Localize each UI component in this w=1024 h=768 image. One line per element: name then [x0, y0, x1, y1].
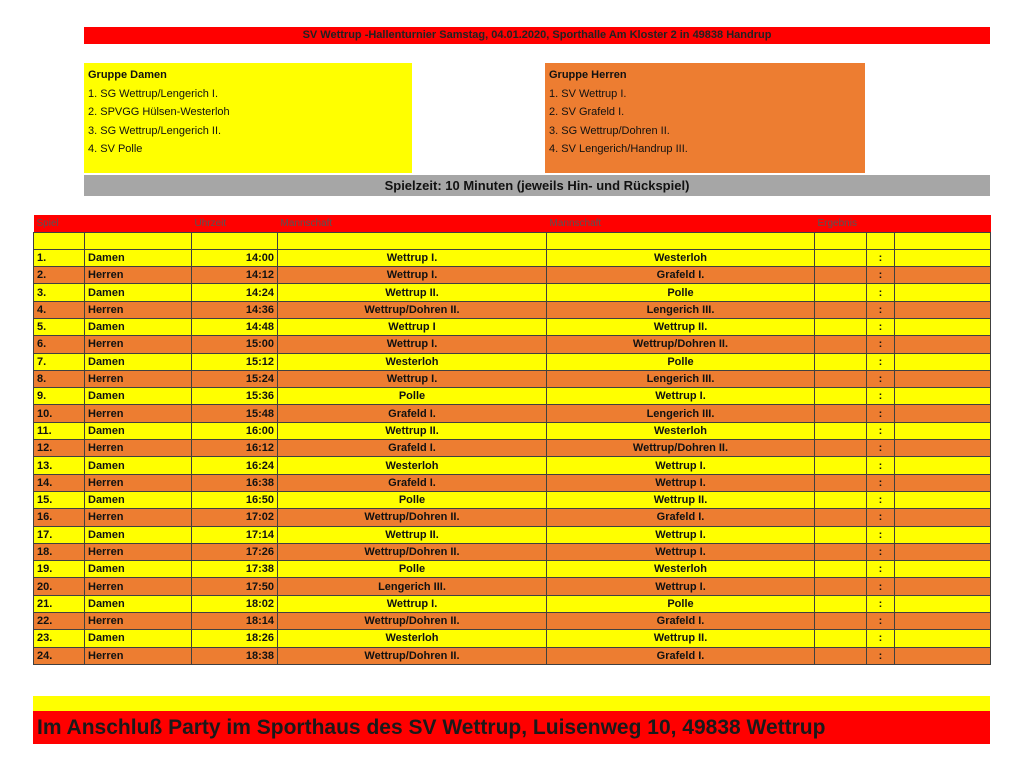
group-cell: Damen	[85, 526, 192, 543]
team2-cell: Westerloh	[547, 422, 815, 439]
table-row	[34, 370, 991, 387]
header-uhrzeit: Uhrzeit	[192, 215, 278, 232]
group-cell: Damen	[85, 388, 192, 405]
score-separator-cell: :	[867, 267, 895, 284]
time-cell: 17:50	[192, 578, 278, 595]
blank-cell	[278, 232, 547, 249]
table-row	[34, 474, 991, 491]
score-home-cell	[815, 440, 867, 457]
blank-cell	[192, 232, 278, 249]
team1-cell: Wettrup I.	[278, 336, 547, 353]
time-cell: 17:38	[192, 561, 278, 578]
game-number-cell: 11.	[34, 422, 85, 439]
team2-cell: Wettrup I.	[547, 457, 815, 474]
score-separator-cell: :	[867, 284, 895, 301]
score-home-cell	[815, 491, 867, 508]
group-cell: Damen	[85, 249, 192, 266]
group-cell: Damen	[85, 284, 192, 301]
team1-cell: Polle	[278, 561, 547, 578]
team2-cell: Grafeld I.	[547, 647, 815, 664]
score-home-cell	[815, 526, 867, 543]
game-number-cell: 15.	[34, 491, 85, 508]
score-home-cell	[815, 267, 867, 284]
team1-cell: Wettrup I	[278, 318, 547, 335]
team1-cell: Wettrup I.	[278, 249, 547, 266]
table-row	[34, 561, 991, 578]
group-cell: Herren	[85, 578, 192, 595]
score-away-cell	[895, 370, 991, 387]
score-away-cell	[895, 457, 991, 474]
game-number-cell: 9.	[34, 388, 85, 405]
score-separator-cell: :	[867, 647, 895, 664]
time-cell: 16:00	[192, 422, 278, 439]
game-number-cell: 12.	[34, 440, 85, 457]
game-number-cell: 24.	[34, 647, 85, 664]
spielzeit-banner: Spielzeit: 10 Minuten (jeweils Hin- und Rückspiel)	[84, 175, 990, 196]
header-empty	[85, 215, 192, 232]
score-away-cell	[895, 388, 991, 405]
time-cell: 18:26	[192, 630, 278, 647]
blank-cell	[895, 232, 991, 249]
team2-cell: Polle	[547, 353, 815, 370]
group-cell: Damen	[85, 422, 192, 439]
score-separator-cell: :	[867, 388, 895, 405]
table-row	[34, 318, 991, 335]
blank-row	[34, 232, 991, 249]
score-away-cell	[895, 561, 991, 578]
score-home-cell	[815, 318, 867, 335]
score-away-cell	[895, 301, 991, 318]
score-separator-cell: :	[867, 595, 895, 612]
time-cell: 18:38	[192, 647, 278, 664]
score-separator-cell: :	[867, 630, 895, 647]
game-number-cell: 14.	[34, 474, 85, 491]
team1-cell: Westerloh	[278, 630, 547, 647]
table-row	[34, 284, 991, 301]
game-number-cell: 22.	[34, 613, 85, 630]
time-cell: 15:36	[192, 388, 278, 405]
blank-cell	[85, 232, 192, 249]
team1-cell: Westerloh	[278, 353, 547, 370]
score-separator-cell: :	[867, 405, 895, 422]
score-separator-cell: :	[867, 336, 895, 353]
time-cell: 16:38	[192, 474, 278, 491]
team2-cell: Wettrup II.	[547, 318, 815, 335]
time-cell: 15:12	[192, 353, 278, 370]
score-separator-cell: :	[867, 370, 895, 387]
team2-cell: Grafeld I.	[547, 613, 815, 630]
game-number-cell: 7.	[34, 353, 85, 370]
team1-cell: Wettrup/Dohren II.	[278, 613, 547, 630]
time-cell: 17:26	[192, 543, 278, 560]
score-home-cell	[815, 370, 867, 387]
game-number-cell: 2.	[34, 267, 85, 284]
team2-cell: Wettrup II.	[547, 630, 815, 647]
score-away-cell	[895, 474, 991, 491]
game-number-cell: 1.	[34, 249, 85, 266]
table-row	[34, 647, 991, 664]
score-home-cell	[815, 561, 867, 578]
group-cell: Herren	[85, 336, 192, 353]
group-cell: Damen	[85, 491, 192, 508]
header-spiel: Spiel	[34, 215, 85, 232]
team2-cell: Polle	[547, 595, 815, 612]
score-separator-cell: :	[867, 249, 895, 266]
team2-cell: Polle	[547, 284, 815, 301]
score-away-cell	[895, 336, 991, 353]
team1-cell: Wettrup/Dohren II.	[278, 301, 547, 318]
table-row	[34, 543, 991, 560]
team2-cell: Lengerich III.	[547, 301, 815, 318]
team1-cell: Wettrup/Dohren II.	[278, 647, 547, 664]
table-row	[34, 578, 991, 595]
score-away-cell	[895, 318, 991, 335]
group-cell: Herren	[85, 509, 192, 526]
time-cell: 17:14	[192, 526, 278, 543]
footer-banner: Im Anschluß Party im Sporthaus des SV Wettrup, Luisenweg 10, 49838 Wettrup	[33, 711, 990, 744]
team1-cell: Wettrup I.	[278, 370, 547, 387]
score-home-cell	[815, 578, 867, 595]
header-mannschaft-2: Mannschaft	[547, 215, 815, 232]
team2-cell: Westerloh	[547, 561, 815, 578]
game-number-cell: 10.	[34, 405, 85, 422]
score-away-cell	[895, 543, 991, 560]
team2-cell: Wettrup/Dohren II.	[547, 440, 815, 457]
score-home-cell	[815, 405, 867, 422]
group-herren-team: 1. SV Wettrup I.	[549, 87, 627, 100]
group-cell: Herren	[85, 543, 192, 560]
score-separator-cell: :	[867, 543, 895, 560]
table-row	[34, 491, 991, 508]
team2-cell: Lengerich III.	[547, 370, 815, 387]
table-row	[34, 440, 991, 457]
group-cell: Herren	[85, 301, 192, 318]
table-row	[34, 249, 991, 266]
score-separator-cell: :	[867, 578, 895, 595]
team2-cell: Wettrup I.	[547, 578, 815, 595]
table-row	[34, 353, 991, 370]
time-cell: 14:48	[192, 318, 278, 335]
group-damen-team: 2. SPVGG Hülsen-Westerloh	[88, 106, 230, 118]
blank-cell	[547, 232, 815, 249]
team1-cell: Wettrup I.	[278, 595, 547, 612]
score-home-cell	[815, 388, 867, 405]
score-separator-cell: :	[867, 526, 895, 543]
score-home-cell	[815, 647, 867, 664]
group-cell: Herren	[85, 613, 192, 630]
table-row	[34, 526, 991, 543]
table-row	[34, 336, 991, 353]
group-herren-title: Gruppe Herren	[549, 69, 627, 81]
team1-cell: Wettrup/Dohren II.	[278, 543, 547, 560]
score-separator-cell: :	[867, 474, 895, 491]
score-separator-cell: :	[867, 318, 895, 335]
team2-cell: Wettrup/Dohren II.	[547, 336, 815, 353]
table-row	[34, 301, 991, 318]
score-away-cell	[895, 509, 991, 526]
score-home-cell	[815, 613, 867, 630]
game-number-cell: 18.	[34, 543, 85, 560]
group-cell: Damen	[85, 353, 192, 370]
team1-cell: Wettrup I.	[278, 267, 547, 284]
group-cell: Damen	[85, 318, 192, 335]
score-home-cell	[815, 284, 867, 301]
team1-cell: Grafeld I.	[278, 474, 547, 491]
page-title: SV Wettrup -Hallenturnier Samstag, 04.01.2020, Sporthalle Am Kloster 2 in 49838 Handrup	[84, 27, 990, 44]
score-home-cell	[815, 301, 867, 318]
team2-cell: Westerloh	[547, 249, 815, 266]
team2-cell: Wettrup I.	[547, 543, 815, 560]
score-away-cell	[895, 422, 991, 439]
team1-cell: Polle	[278, 491, 547, 508]
time-cell: 18:14	[192, 613, 278, 630]
team2-cell: Grafeld I.	[547, 509, 815, 526]
time-cell: 17:02	[192, 509, 278, 526]
table-header-row	[34, 215, 991, 232]
time-cell: 14:12	[192, 267, 278, 284]
score-separator-cell: :	[867, 491, 895, 508]
score-away-cell	[895, 284, 991, 301]
group-cell: Herren	[85, 647, 192, 664]
group-cell: Damen	[85, 630, 192, 647]
score-away-cell	[895, 405, 991, 422]
team1-cell: Grafeld I.	[278, 405, 547, 422]
score-away-cell	[895, 353, 991, 370]
group-cell: Herren	[85, 370, 192, 387]
score-away-cell	[895, 647, 991, 664]
game-number-cell: 16.	[34, 509, 85, 526]
group-cell: Damen	[85, 595, 192, 612]
game-number-cell: 5.	[34, 318, 85, 335]
game-number-cell: 20.	[34, 578, 85, 595]
group-cell: Herren	[85, 440, 192, 457]
table-row	[34, 267, 991, 284]
team1-cell: Lengerich III.	[278, 578, 547, 595]
time-cell: 14:00	[192, 249, 278, 266]
time-cell: 15:48	[192, 405, 278, 422]
table-row	[34, 388, 991, 405]
team1-cell: Polle	[278, 388, 547, 405]
team2-cell: Wettrup I.	[547, 474, 815, 491]
header-ergebnis: Ergebnis	[815, 215, 867, 232]
header-mannschaft-1: Mannschaft	[278, 215, 547, 232]
score-separator-cell: :	[867, 301, 895, 318]
blank-cell	[34, 232, 85, 249]
team1-cell: Wettrup/Dohren II.	[278, 509, 547, 526]
score-away-cell	[895, 613, 991, 630]
group-cell: Herren	[85, 267, 192, 284]
group-damen-team: 3. SG Wettrup/Lengerich II.	[88, 124, 222, 137]
team1-cell: Grafeld I.	[278, 440, 547, 457]
score-home-cell	[815, 630, 867, 647]
group-damen-box	[84, 63, 412, 173]
table-row	[34, 613, 991, 630]
table-row	[34, 422, 991, 439]
team2-cell: Wettrup I.	[547, 388, 815, 405]
score-away-cell	[895, 595, 991, 612]
score-home-cell	[815, 249, 867, 266]
score-away-cell	[895, 249, 991, 266]
score-separator-cell: :	[867, 509, 895, 526]
table-row	[34, 405, 991, 422]
team1-cell: Wettrup II.	[278, 284, 547, 301]
game-number-cell: 19.	[34, 561, 85, 578]
game-number-cell: 17.	[34, 526, 85, 543]
group-cell: Damen	[85, 457, 192, 474]
time-cell: 16:12	[192, 440, 278, 457]
team1-cell: Westerloh	[278, 457, 547, 474]
team2-cell: Lengerich III.	[547, 405, 815, 422]
group-herren-team: 3. SG Wettrup/Dohren II.	[549, 124, 670, 137]
game-number-cell: 3.	[34, 284, 85, 301]
score-away-cell	[895, 578, 991, 595]
score-away-cell	[895, 491, 991, 508]
team2-cell: Grafeld I.	[547, 267, 815, 284]
score-away-cell	[895, 630, 991, 647]
game-number-cell: 8.	[34, 370, 85, 387]
score-home-cell	[815, 353, 867, 370]
score-separator-cell: :	[867, 613, 895, 630]
team2-cell: Wettrup II.	[547, 491, 815, 508]
schedule-table	[33, 215, 991, 665]
team1-cell: Wettrup II.	[278, 422, 547, 439]
score-home-cell	[815, 595, 867, 612]
score-home-cell	[815, 457, 867, 474]
score-separator-cell: :	[867, 457, 895, 474]
table-row	[34, 595, 991, 612]
time-cell: 18:02	[192, 595, 278, 612]
time-cell: 14:36	[192, 301, 278, 318]
score-separator-cell: :	[867, 561, 895, 578]
time-cell: 16:24	[192, 457, 278, 474]
group-herren-team: 4. SV Lengerich/Handrup III.	[549, 143, 688, 155]
score-away-cell	[895, 267, 991, 284]
group-cell: Damen	[85, 561, 192, 578]
score-home-cell	[815, 543, 867, 560]
game-number-cell: 23.	[34, 630, 85, 647]
group-cell: Herren	[85, 474, 192, 491]
blank-cell	[867, 232, 895, 249]
team1-cell: Wettrup II.	[278, 526, 547, 543]
game-number-cell: 21.	[34, 595, 85, 612]
table-row	[34, 630, 991, 647]
score-separator-cell: :	[867, 353, 895, 370]
score-home-cell	[815, 422, 867, 439]
score-home-cell	[815, 336, 867, 353]
footer-spacer	[33, 696, 990, 711]
game-number-cell: 6.	[34, 336, 85, 353]
team2-cell: Wettrup I.	[547, 526, 815, 543]
score-home-cell	[815, 474, 867, 491]
group-herren-box	[545, 63, 865, 173]
time-cell: 15:24	[192, 370, 278, 387]
time-cell: 14:24	[192, 284, 278, 301]
score-separator-cell: :	[867, 440, 895, 457]
time-cell: 15:00	[192, 336, 278, 353]
score-away-cell	[895, 440, 991, 457]
score-home-cell	[815, 509, 867, 526]
score-separator-cell: :	[867, 422, 895, 439]
table-row	[34, 509, 991, 526]
group-damen-team: 1. SG Wettrup/Lengerich I.	[88, 87, 219, 100]
header-empty	[867, 215, 895, 232]
time-cell: 16:50	[192, 491, 278, 508]
game-number-cell: 13.	[34, 457, 85, 474]
group-damen-team: 4. SV Polle	[88, 143, 143, 155]
group-herren-team: 2. SV Grafeld I.	[549, 106, 625, 118]
blank-cell	[815, 232, 867, 249]
game-number-cell: 4.	[34, 301, 85, 318]
group-cell: Herren	[85, 405, 192, 422]
header-empty	[895, 215, 991, 232]
group-damen-title: Gruppe Damen	[88, 69, 167, 81]
score-away-cell	[895, 526, 991, 543]
table-row	[34, 457, 991, 474]
